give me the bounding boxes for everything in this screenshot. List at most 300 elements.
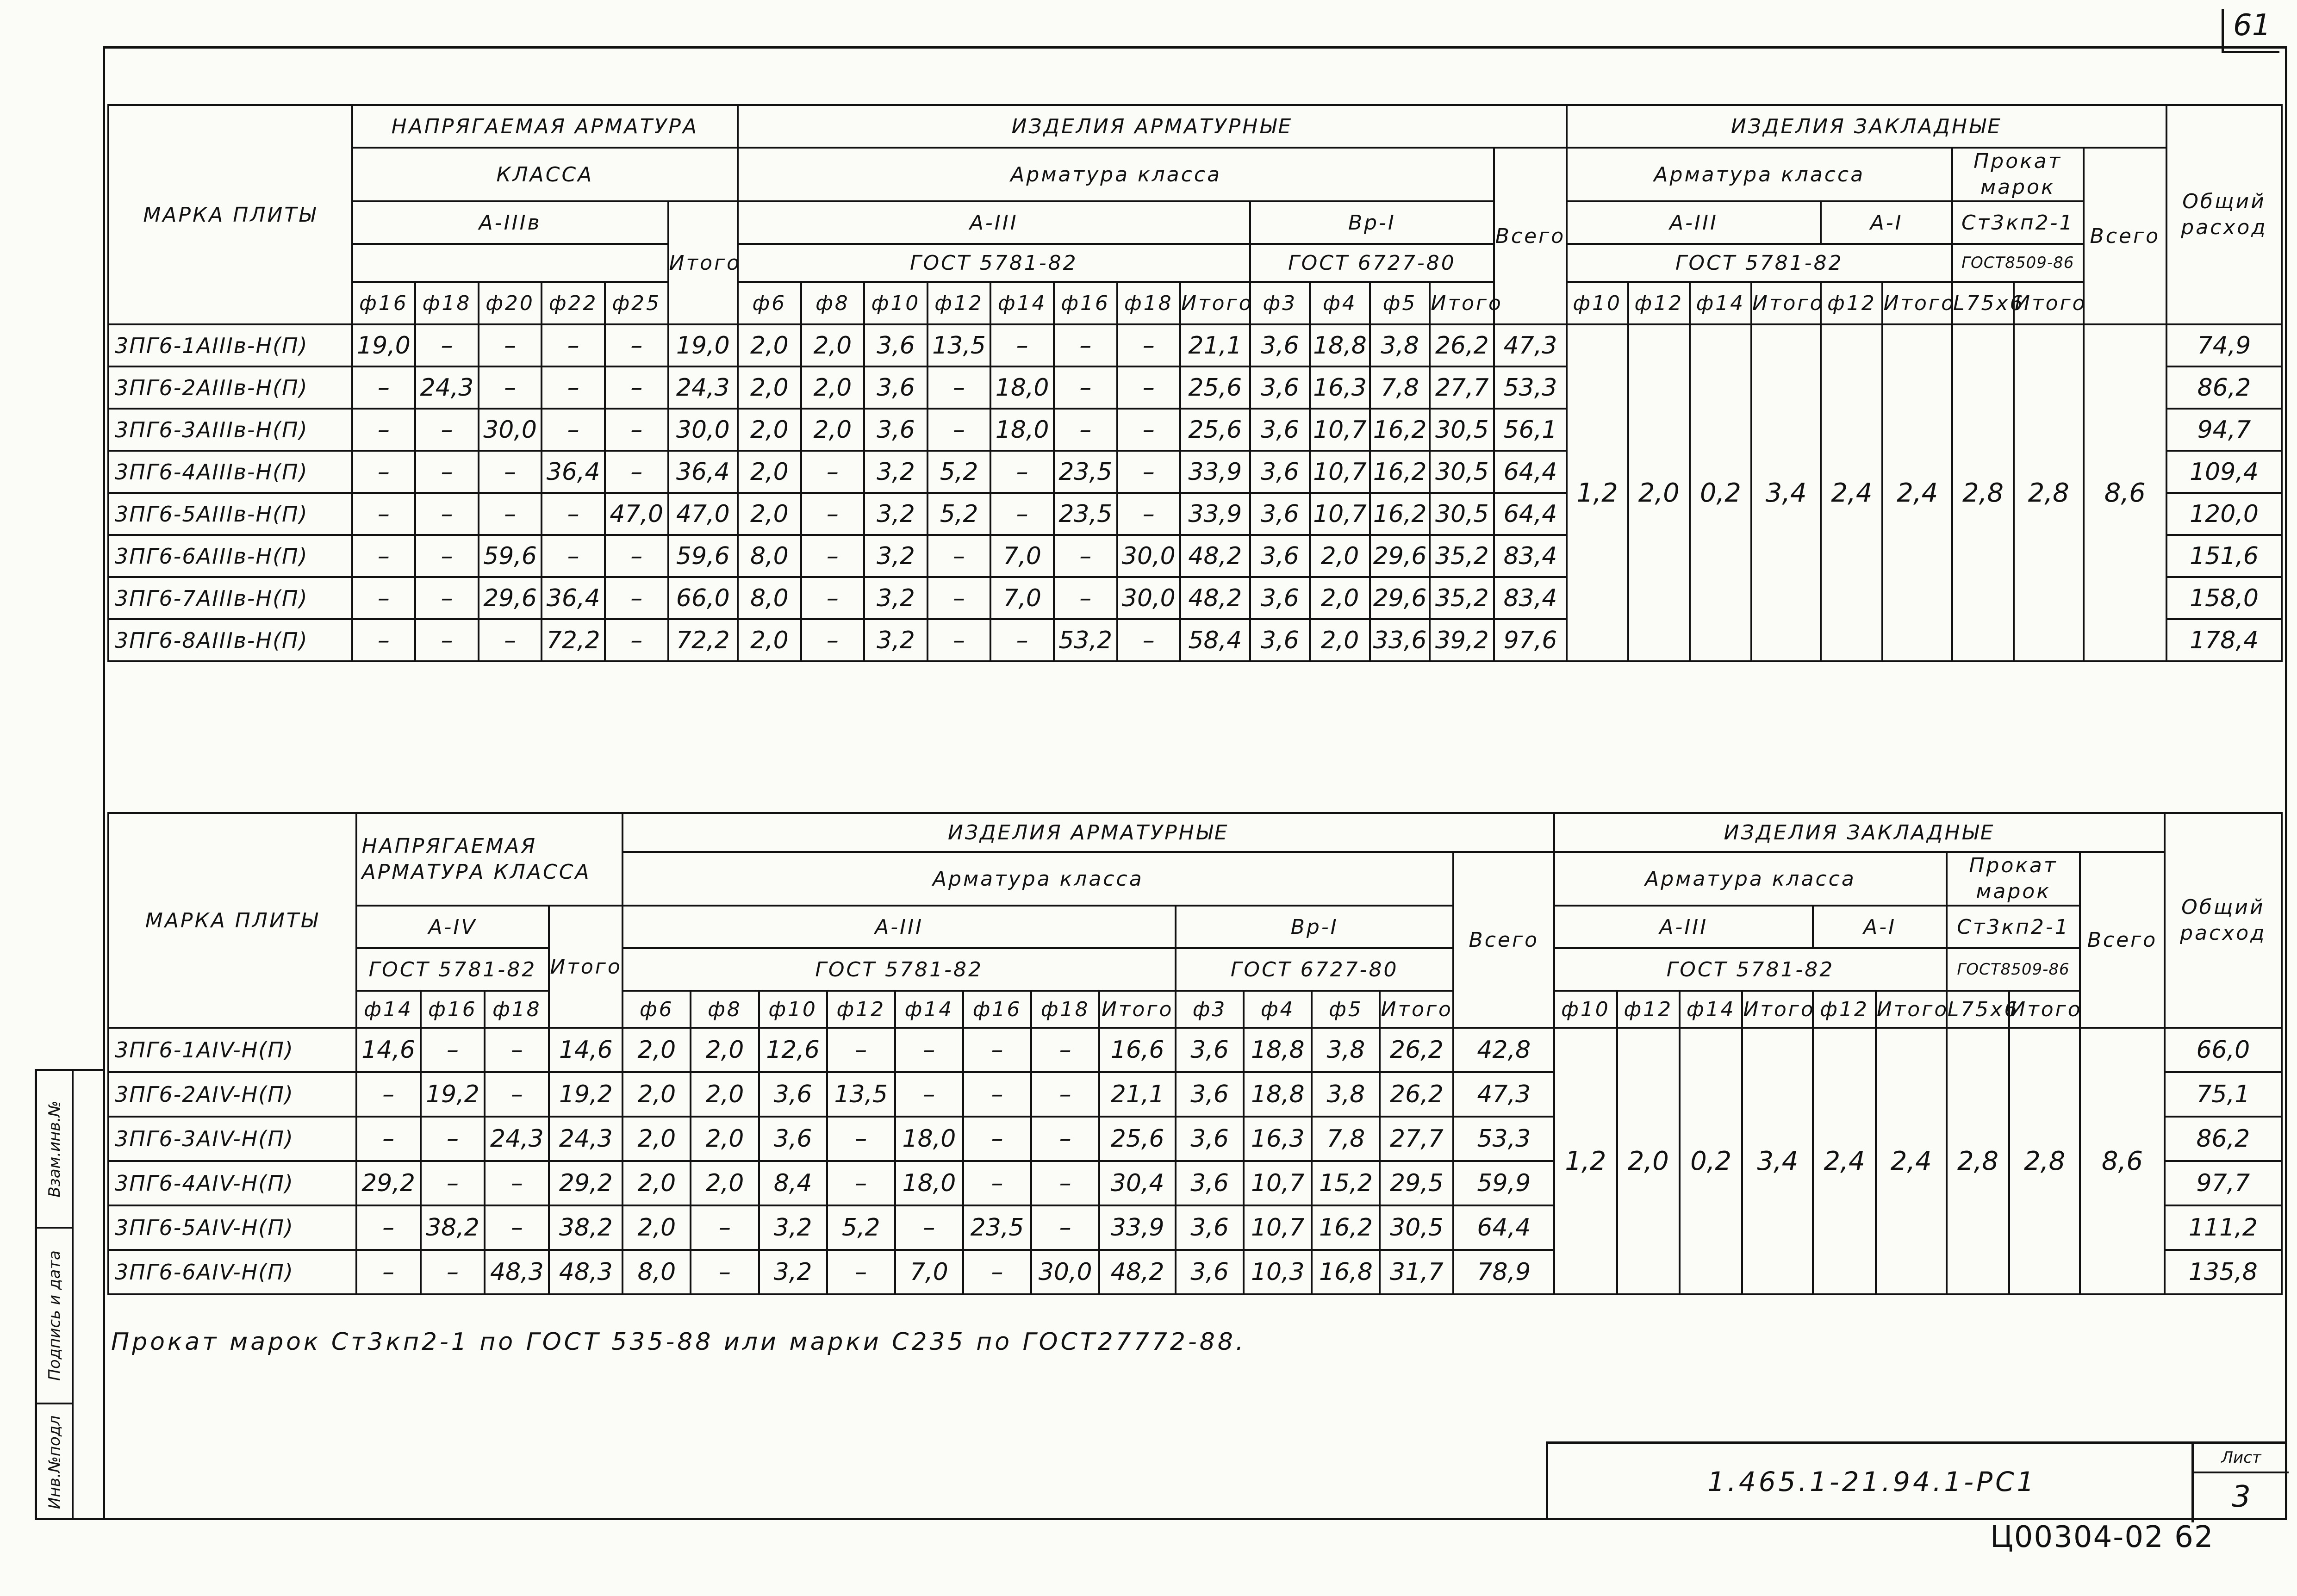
header-products: ИЗДЕЛИЯ АРМАТУРНЫЕ: [622, 813, 1554, 852]
cell-a3: –: [928, 619, 991, 661]
cell-a3: 2,0: [622, 1072, 691, 1117]
cell-vp: 16,2: [1370, 409, 1430, 451]
cell-vp: 3,6: [1176, 1161, 1244, 1205]
cell-prestressed: 30,0: [479, 409, 542, 451]
cell-prestressed: 59,6: [479, 535, 542, 577]
cell-embedded: 2,0: [1628, 324, 1690, 661]
cell-a3: 8,0: [622, 1250, 691, 1294]
cell-prestressed: –: [542, 535, 605, 577]
reinforcement-table-a3v: [107, 104, 2283, 662]
cell-vp: 3,8: [1312, 1072, 1380, 1117]
cell-a3: 2,0: [622, 1117, 691, 1161]
cell-prestressed-total: 47,0: [668, 493, 738, 535]
cell-prestressed: –: [415, 577, 479, 619]
cell-total: 66,0: [2165, 1028, 2282, 1072]
cell-prestressed: –: [415, 324, 479, 366]
col-pre-0: ф16: [352, 282, 416, 324]
cell-vp: 2,0: [1310, 577, 1370, 619]
cell-prestressed: 47,0: [605, 493, 668, 535]
col-emb-2: ф14: [1690, 282, 1751, 324]
cell-total: 86,2: [2165, 1117, 2282, 1161]
cell-prestressed: 24,3: [415, 366, 479, 409]
cell-prestressed: 29,2: [356, 1161, 421, 1205]
cell-prestressed: –: [415, 451, 479, 493]
row-mark: 3ПГ6-3АIIIв-Н(П): [108, 409, 352, 451]
col-emb-0: ф10: [1554, 991, 1617, 1028]
cell-vp: 27,7: [1380, 1117, 1453, 1161]
cell-prestressed: –: [352, 493, 416, 535]
col-a3-2: ф10: [759, 991, 827, 1028]
header-gost5781: ГОСТ 5781-82: [356, 948, 549, 991]
row-mark: 3ПГ6-1АIV-Н(П): [108, 1028, 356, 1072]
header-st3: Ст3кп2-1: [1952, 201, 2084, 244]
cell-vp: 2,0: [1310, 619, 1370, 661]
cell-prestressed: –: [542, 366, 605, 409]
cell-a3: –: [1054, 535, 1117, 577]
col-emb-6: L75х6: [1947, 991, 2009, 1028]
cell-a3: –: [1117, 493, 1181, 535]
cell-a3: 7,0: [895, 1250, 963, 1294]
cell-a3: 2,0: [691, 1117, 759, 1161]
cell-vp: 29,6: [1370, 535, 1430, 577]
cell-a3: –: [827, 1161, 895, 1205]
row-mark: 3ПГ6-1АIIIв-Н(П): [108, 324, 352, 366]
col-a3-5: ф16: [963, 991, 1031, 1028]
cell-prestressed-total: 24,3: [549, 1117, 622, 1161]
cell-a3: 3,6: [864, 324, 928, 366]
cell-a3: 3,6: [759, 1072, 827, 1117]
header-st3: Ст3кп2-1: [1947, 906, 2080, 948]
cell-a3: 18,0: [990, 366, 1054, 409]
cell-a3: 48,2: [1099, 1250, 1176, 1294]
cell-a3: 5,2: [827, 1205, 895, 1250]
cell-prestressed: –: [421, 1161, 485, 1205]
cell-prestressed: –: [352, 619, 416, 661]
header-rolled: Прокат марок: [1947, 852, 2080, 906]
cell-a3: –: [801, 451, 865, 493]
cell-vsego: 97,6: [1494, 619, 1566, 661]
col-a3-4: ф14: [895, 991, 963, 1028]
cell-a3: –: [1117, 451, 1181, 493]
cell-prestressed: –: [605, 366, 668, 409]
cell-vsego: 42,8: [1453, 1028, 1554, 1072]
header-a3b: А-III: [1567, 201, 1821, 244]
cell-a3: –: [963, 1028, 1031, 1072]
cell-vp: 3,6: [1176, 1205, 1244, 1250]
cell-a3: 23,5: [1054, 493, 1117, 535]
cell-vp: 15,2: [1312, 1161, 1380, 1205]
cell-prestressed: 72,2: [542, 619, 605, 661]
header-reinf-class: Арматура класса: [622, 852, 1453, 906]
cell-prestressed: –: [352, 535, 416, 577]
cell-prestressed: –: [485, 1161, 549, 1205]
cell-a3: 3,2: [759, 1250, 827, 1294]
col-a3-1: ф8: [691, 991, 759, 1028]
cell-prestressed: 36,4: [542, 451, 605, 493]
strip-divider: [72, 1071, 74, 1518]
cell-prestressed: 38,2: [421, 1205, 485, 1250]
header-rolled: Прокат марок: [1952, 148, 2084, 201]
cell-a3: 25,6: [1180, 366, 1250, 409]
col-a3-6: ф18: [1117, 282, 1181, 324]
cell-prestressed: 19,0: [352, 324, 416, 366]
header-gost5781b: ГОСТ 5781-82: [622, 948, 1176, 991]
table-row: [108, 324, 2282, 366]
cell-a3: –: [928, 366, 991, 409]
cell-a3: –: [990, 619, 1054, 661]
col-emb-4: ф12: [1813, 991, 1875, 1028]
cell-total: 135,8: [2165, 1250, 2282, 1294]
sheet-label: Лист: [2194, 1444, 2289, 1473]
header-gost5781b: ГОСТ 5781-82: [1567, 244, 1952, 282]
cell-prestressed: –: [352, 409, 416, 451]
cell-embedded: 3,4: [1742, 1028, 1813, 1294]
header-gost6727: ГОСТ 6727-80: [1250, 244, 1494, 282]
header-vp1: Вр-I: [1250, 201, 1494, 244]
cell-total: 178,4: [2166, 619, 2282, 661]
cell-a3: 12,6: [759, 1028, 827, 1072]
header-vsego: Всего: [1453, 852, 1554, 1028]
cell-vp: 27,7: [1430, 366, 1494, 409]
col-emb-7: Итого: [2014, 282, 2083, 324]
cell-embedded: 2,0: [1617, 1028, 1680, 1294]
table-row: [108, 1028, 2282, 1072]
cell-prestressed: –: [605, 451, 668, 493]
col-vp-2: ф5: [1312, 991, 1380, 1028]
cell-vp: 29,6: [1370, 577, 1430, 619]
diameter-row: [108, 991, 2282, 1028]
cell-vp: 29,5: [1380, 1161, 1453, 1205]
header-reinf-class2: Арматура класса: [1554, 852, 1947, 906]
cell-vp: 2,0: [1310, 535, 1370, 577]
cell-a3: –: [928, 535, 991, 577]
col-emb-5: Итого: [1876, 991, 1947, 1028]
cell-a3: –: [1117, 324, 1181, 366]
cell-embedded: 8,6: [2084, 324, 2166, 661]
cell-prestressed: –: [415, 535, 479, 577]
cell-a3: 2,0: [801, 409, 865, 451]
cell-embedded: 2,4: [1876, 1028, 1947, 1294]
cell-a3: 2,0: [738, 451, 801, 493]
cell-a3: 58,4: [1180, 619, 1250, 661]
cell-a3: 2,0: [691, 1161, 759, 1205]
approval-strip: [35, 1069, 103, 1520]
col-emb-3: Итого: [1751, 282, 1821, 324]
cell-vp: 7,8: [1312, 1117, 1380, 1161]
cell-vp: 35,2: [1430, 535, 1494, 577]
cell-prestressed: –: [605, 324, 668, 366]
cell-vp: 16,3: [1244, 1117, 1312, 1161]
cell-vsego: 53,3: [1453, 1117, 1554, 1161]
header-a4: А-IV: [356, 906, 549, 948]
row-mark: 3ПГ6-2АIIIв-Н(П): [108, 366, 352, 409]
cell-a3: –: [827, 1028, 895, 1072]
row-mark: 3ПГ6-7АIIIв-Н(П): [108, 577, 352, 619]
cell-embedded: 2,8: [1947, 1028, 2009, 1294]
cell-a3: 21,1: [1099, 1072, 1176, 1117]
cell-prestressed: –: [421, 1117, 485, 1161]
row-mark: 3ПГ6-3АIV-Н(П): [108, 1117, 356, 1161]
strip-cell-vzam: [37, 1071, 72, 1229]
cell-a3: –: [963, 1072, 1031, 1117]
col-emb-1: ф12: [1617, 991, 1680, 1028]
cell-prestressed: –: [415, 493, 479, 535]
cell-prestressed-total: 48,3: [549, 1250, 622, 1294]
cell-vp: 30,5: [1430, 451, 1494, 493]
cell-a3: –: [963, 1117, 1031, 1161]
header-vsego: Всего: [1494, 148, 1566, 324]
cell-a3: 3,2: [864, 493, 928, 535]
header-prestressed: НАПРЯГАЕМАЯ АРМАТУРА КЛАССА: [356, 813, 623, 906]
cell-prestressed: –: [542, 324, 605, 366]
header-total: Общий расход: [2165, 813, 2282, 1028]
cell-a3: –: [895, 1028, 963, 1072]
cell-vsego: 83,4: [1494, 535, 1566, 577]
cell-vsego: 47,3: [1494, 324, 1566, 366]
cell-a3: 21,1: [1180, 324, 1250, 366]
cell-vsego: 56,1: [1494, 409, 1566, 451]
cell-vp: 3,8: [1312, 1028, 1380, 1072]
cell-vsego: 78,9: [1453, 1250, 1554, 1294]
cell-embedded: 2,8: [2014, 324, 2083, 661]
col-emb-6: L75х6: [1952, 282, 2014, 324]
header-gost8509: ГОСТ8509-86: [1952, 244, 2084, 282]
cell-a3: –: [1031, 1205, 1099, 1250]
cell-vsego: 59,9: [1453, 1161, 1554, 1205]
cell-prestressed: –: [479, 493, 542, 535]
header-products: ИЗДЕЛИЯ АРМАТУРНЫЕ: [738, 105, 1567, 148]
strip-cell-inv: [37, 1404, 72, 1520]
col-a3-1: ф8: [801, 282, 865, 324]
header-gost5781: ГОСТ 5781-82: [738, 244, 1250, 282]
cell-embedded: 1,2: [1567, 324, 1628, 661]
col-a3-3: ф12: [827, 991, 895, 1028]
cell-total: 120,0: [2166, 493, 2282, 535]
cell-prestressed-total: 14,6: [549, 1028, 622, 1072]
cell-a3: –: [1031, 1161, 1099, 1205]
cell-prestressed: –: [352, 451, 416, 493]
cell-vp: 16,2: [1370, 493, 1430, 535]
col-emb-1: ф12: [1628, 282, 1690, 324]
cell-vsego: 64,4: [1453, 1205, 1554, 1250]
cell-a3: –: [963, 1161, 1031, 1205]
cell-a3: 2,0: [801, 324, 865, 366]
cell-vp: 35,2: [1430, 577, 1494, 619]
cell-prestressed: –: [356, 1117, 421, 1161]
cell-total: 97,7: [2165, 1161, 2282, 1205]
cell-prestressed: –: [356, 1205, 421, 1250]
cell-embedded: 2,4: [1882, 324, 1952, 661]
cell-vp: 3,6: [1250, 324, 1310, 366]
cell-prestressed: –: [421, 1028, 485, 1072]
cell-vp: 10,7: [1310, 409, 1370, 451]
col-pre-2: ф18: [485, 991, 549, 1028]
cell-a3: 13,5: [928, 324, 991, 366]
cell-a3: –: [928, 577, 991, 619]
col-emb-0: ф10: [1567, 282, 1628, 324]
cell-embedded: 3,4: [1751, 324, 1821, 661]
cell-a3: –: [801, 493, 865, 535]
header-embedded: ИЗДЕЛИЯ ЗАКЛАДНЫЕ: [1567, 105, 2166, 148]
col-pre-2: ф20: [479, 282, 542, 324]
header-blank: [352, 244, 668, 282]
col-vp-3: Итого: [1430, 282, 1494, 324]
cell-prestressed: –: [485, 1072, 549, 1117]
col-pre-4: ф25: [605, 282, 668, 324]
col-pre-1: ф18: [415, 282, 479, 324]
header-reinf-class2: Арматура класса: [1567, 148, 1952, 201]
cell-embedded: 2,8: [1952, 324, 2014, 661]
cell-prestressed: –: [542, 409, 605, 451]
col-emb-3: Итого: [1742, 991, 1813, 1028]
col-a3-0: ф6: [738, 282, 801, 324]
col-emb-2: ф14: [1680, 991, 1742, 1028]
cell-a3: –: [801, 619, 865, 661]
cell-a3: –: [1031, 1028, 1099, 1072]
cell-prestressed: –: [605, 577, 668, 619]
cell-embedded: 8,6: [2080, 1028, 2165, 1294]
col-vp-0: ф3: [1176, 991, 1244, 1028]
cell-vp: 10,7: [1310, 493, 1370, 535]
cell-total: 75,1: [2165, 1072, 2282, 1117]
header-a3: А-III: [738, 201, 1250, 244]
header-a3: А-III: [622, 906, 1176, 948]
cell-vp: 10,7: [1244, 1161, 1312, 1205]
cell-a3: –: [691, 1205, 759, 1250]
cell-prestressed: –: [421, 1250, 485, 1294]
cell-vp: 18,8: [1244, 1028, 1312, 1072]
row-mark: 3ПГ6-5АIV-Н(П): [108, 1205, 356, 1250]
cell-a3: –: [990, 451, 1054, 493]
cell-a3: 18,0: [990, 409, 1054, 451]
cell-a3: 30,0: [1117, 535, 1181, 577]
cell-prestressed: 29,6: [479, 577, 542, 619]
cell-vp: 16,2: [1370, 451, 1430, 493]
cell-prestressed: 36,4: [542, 577, 605, 619]
cell-a3: 8,4: [759, 1161, 827, 1205]
cell-prestressed: –: [479, 451, 542, 493]
cell-vp: 3,6: [1176, 1072, 1244, 1117]
row-mark: 3ПГ6-4АIIIв-Н(П): [108, 451, 352, 493]
header-itogo: Итого: [668, 201, 738, 324]
cell-a3: –: [963, 1250, 1031, 1294]
cell-a3: –: [1054, 409, 1117, 451]
header-itogo: Итого: [549, 906, 622, 1028]
cell-vp: 3,6: [1250, 535, 1310, 577]
cell-vp: 16,2: [1312, 1205, 1380, 1250]
cell-vp: 3,6: [1176, 1250, 1244, 1294]
cell-a3: –: [1117, 366, 1181, 409]
cell-prestressed: –: [479, 324, 542, 366]
cell-vp: 10,7: [1310, 451, 1370, 493]
cell-a3: 3,2: [759, 1205, 827, 1250]
col-a3-6: ф18: [1031, 991, 1099, 1028]
cell-vp: 3,6: [1250, 577, 1310, 619]
cell-a3: 2,0: [622, 1205, 691, 1250]
cell-total: 86,2: [2166, 366, 2282, 409]
row-mark: 3ПГ6-6АIIIв-Н(П): [108, 535, 352, 577]
col-vp-2: ф5: [1370, 282, 1430, 324]
header-mark: МАРКА ПЛИТЫ: [108, 105, 352, 324]
cell-a3: 48,2: [1180, 577, 1250, 619]
cell-embedded: 2,4: [1821, 324, 1882, 661]
col-pre-0: ф14: [356, 991, 421, 1028]
cell-vp: 33,6: [1370, 619, 1430, 661]
cell-a3: –: [895, 1072, 963, 1117]
cell-total: 111,2: [2165, 1205, 2282, 1250]
cell-a3: 8,0: [738, 577, 801, 619]
strip-label-inv: Инв.№подл: [45, 1415, 64, 1509]
table-body: [108, 1028, 2282, 1294]
cell-vp: 3,6: [1250, 409, 1310, 451]
cell-prestressed-total: 66,0: [668, 577, 738, 619]
header-vsego2: Всего: [2084, 148, 2166, 324]
cell-prestressed-total: 29,2: [549, 1161, 622, 1205]
cell-prestressed: –: [485, 1028, 549, 1072]
cell-total: 94,7: [2166, 409, 2282, 451]
col-vp-3: Итого: [1380, 991, 1453, 1028]
sheet-box: [2191, 1444, 2289, 1522]
title-block: [1546, 1441, 2286, 1520]
cell-prestressed: –: [356, 1250, 421, 1294]
cell-a3: 2,0: [691, 1072, 759, 1117]
cell-prestressed: –: [605, 535, 668, 577]
cell-a3: 53,2: [1054, 619, 1117, 661]
cell-prestressed: –: [479, 619, 542, 661]
col-pre-3: ф22: [542, 282, 605, 324]
cell-a3: –: [691, 1250, 759, 1294]
cell-vp: 3,6: [1250, 366, 1310, 409]
footnote: Прокат марок Ст3кп2-1 по ГОСТ 535-88 или марки С235 по ГОСТ27772-88.: [111, 1328, 1246, 1356]
strip-label-podpis: Подпись и дата: [45, 1250, 64, 1381]
cell-prestressed: –: [605, 409, 668, 451]
cell-embedded: 2,8: [2009, 1028, 2080, 1294]
cell-vp: 16,8: [1312, 1250, 1380, 1294]
cell-vp: 3,8: [1370, 324, 1430, 366]
header-gost6727: ГОСТ 6727-80: [1176, 948, 1453, 991]
cell-a3: –: [990, 493, 1054, 535]
cell-prestressed-total: 19,2: [549, 1072, 622, 1117]
cell-a3: 2,0: [622, 1028, 691, 1072]
cell-prestressed: –: [415, 409, 479, 451]
cell-a3: 3,2: [864, 451, 928, 493]
reinforcement-table-a4: [107, 812, 2283, 1295]
cell-vp: 3,6: [1176, 1028, 1244, 1072]
cell-a3: 18,0: [895, 1117, 963, 1161]
cell-a3: 18,0: [895, 1161, 963, 1205]
cell-embedded: 1,2: [1554, 1028, 1617, 1294]
strip-label-vzam: Взам.инв.№: [45, 1100, 64, 1198]
archive-number: Ц00304-02 62: [1990, 1520, 2214, 1554]
cell-vsego: 64,4: [1494, 493, 1566, 535]
cell-prestressed-total: 38,2: [549, 1205, 622, 1250]
cell-a3: 7,0: [990, 535, 1054, 577]
cell-a3: –: [801, 535, 865, 577]
cell-prestressed: –: [352, 366, 416, 409]
cell-vp: 26,2: [1380, 1028, 1453, 1072]
cell-a3: 2,0: [622, 1161, 691, 1205]
cell-a3: –: [895, 1205, 963, 1250]
cell-a3: –: [1031, 1117, 1099, 1161]
cell-total: 109,4: [2166, 451, 2282, 493]
cell-vp: 31,7: [1380, 1250, 1453, 1294]
row-mark: 3ПГ6-4АIV-Н(П): [108, 1161, 356, 1205]
table-body: [108, 324, 2282, 661]
col-a3-4: ф14: [990, 282, 1054, 324]
cell-prestressed: –: [415, 619, 479, 661]
cell-a3: –: [801, 577, 865, 619]
cell-a3: 3,2: [864, 619, 928, 661]
